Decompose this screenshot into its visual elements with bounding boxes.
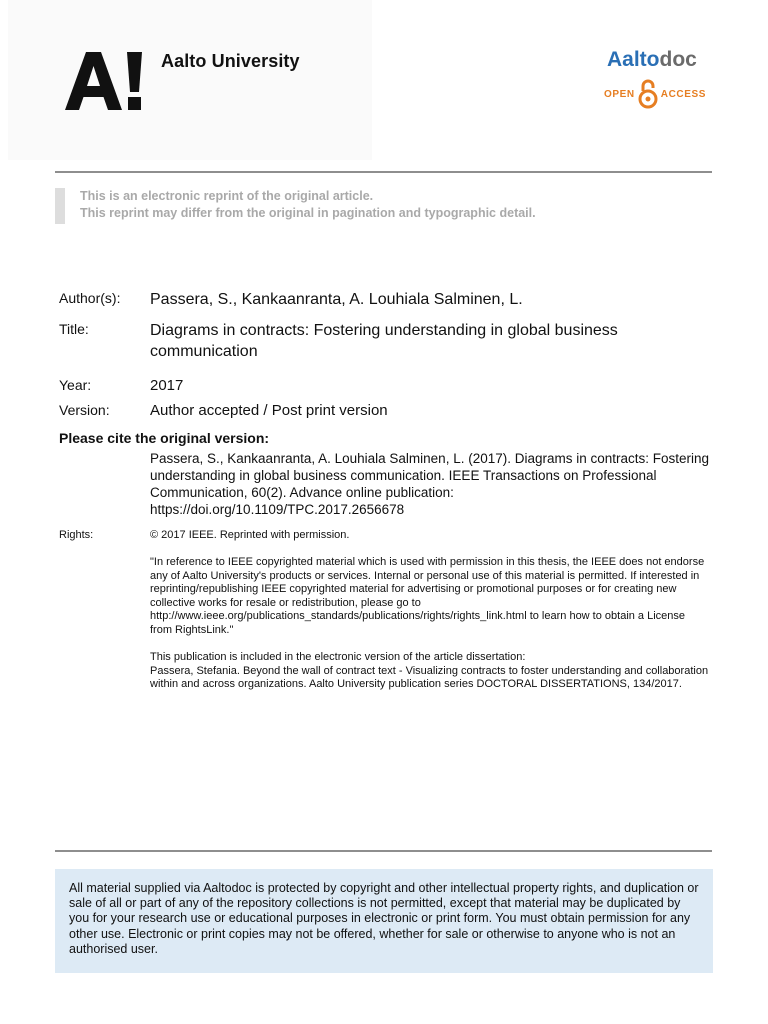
header-background xyxy=(8,0,372,160)
rights-ieee-statement: "In reference to IEEE copyrighted material which is used with permission in this thesis, the IEEE does not endorse any of Aalto University's products or services. Internal or personal use of this material is permitted. If interested in reprinting/republishing IEEE copyrighted material for advertising or promotional purposes or for creating new collective works for resale or redistribution, please go to http://www.ieee.org/publications_standards/publications/rights/rights_link.html to learn how to obtain a License from RightsLink." xyxy=(150,556,705,636)
reprint-notice xyxy=(80,188,536,222)
rights-copyright: © 2017 IEEE. Reprinted with permission. xyxy=(150,529,350,541)
access-label: ACCESS xyxy=(660,88,707,100)
aalto-logo xyxy=(64,52,144,110)
aaltodoc-logo-part1: Aalto xyxy=(607,48,660,71)
authors-value: Passera, S., Kankaanranta, A. Louhiala Salminen, L. xyxy=(150,291,523,308)
dissertation-reference: Passera, Stefania. Beyond the wall of contract text - Visualizing contracts to foster understanding and collaboration within and across organizations. Aalto University publication series DOCTORAL DISSERTATIONS, 134/2017. xyxy=(150,664,709,690)
citation-heading: Please cite the original version: xyxy=(59,430,270,446)
reprint-notice-bar xyxy=(55,188,65,224)
title-label: Title: xyxy=(59,321,89,337)
version-value: Author accepted / Post print version xyxy=(150,402,388,419)
title-value: Diagrams in contracts: Fostering understanding in global business communication xyxy=(150,322,618,360)
authors-label: Author(s): xyxy=(59,290,121,306)
reprint-line-1: This is an electronic reprint of the original article. xyxy=(80,189,374,203)
open-label: OPEN xyxy=(604,88,635,100)
citation-text: Passera, S., Kankaanranta, A. Louhiala Salminen, L. (2017). Diagrams in contracts: Fostering understanding in global business communication. IEEE Transactions on Professional Communication, 60(2). Advance online publication: https://doi.org/10.1109/TPC.2017.2656678 xyxy=(150,451,710,517)
year-label: Year: xyxy=(59,377,92,393)
open-access-badge xyxy=(604,78,706,110)
year-value: 2017 xyxy=(150,377,184,394)
copyright-notice-text: All material supplied via Aaltodoc is protected by copyright and other intellectual property rights, and duplication or sale of all or part of any of the repository collections is not permitted, except that material may be duplicated by you for your research use or educational purposes in electronic or print form. You must obtain permission for any other use. Electronic or print copies may not be offered, whether for sale or otherwise to anyone who is not an authorised user. xyxy=(69,881,699,956)
version-label: Version: xyxy=(59,402,110,418)
top-divider xyxy=(55,171,712,173)
open-access-lock-icon xyxy=(638,79,658,109)
aaltodoc-logo xyxy=(607,48,697,72)
reprint-line-2: This reprint may differ from the original in pagination and typographic detail. xyxy=(80,206,536,220)
copyright-notice-box xyxy=(55,869,713,973)
dissertation-info xyxy=(150,651,710,692)
university-name: Aalto University xyxy=(161,51,300,71)
dissertation-intro: This publication is included in the electronic version of the article dissertation: xyxy=(150,651,526,663)
bottom-divider xyxy=(55,850,712,852)
aaltodoc-logo-part2: doc xyxy=(659,48,697,71)
rights-label: Rights: xyxy=(59,529,94,541)
